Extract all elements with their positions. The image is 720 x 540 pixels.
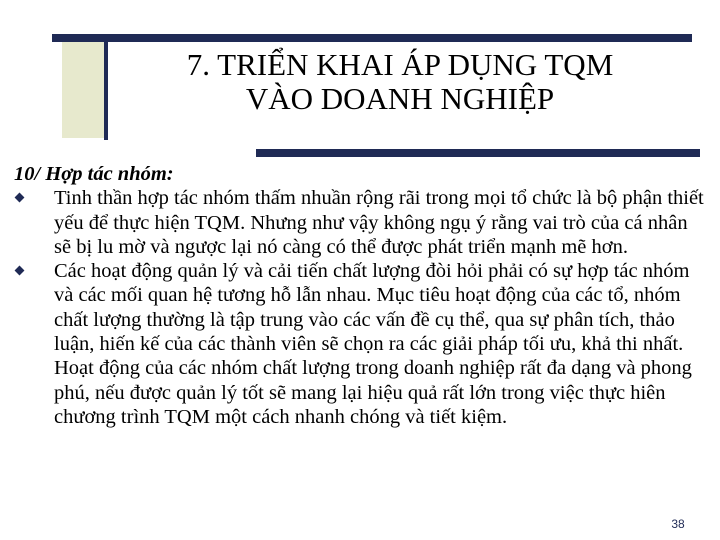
bullet-item xyxy=(14,259,704,429)
diamond-bullet-icon xyxy=(15,193,25,203)
page-number: 38 xyxy=(671,517,685,531)
title-accent-box xyxy=(62,36,106,138)
title-left-rule xyxy=(104,34,108,140)
bullet-item xyxy=(14,186,704,259)
bullet-text: Các hoạt động quản lý và cải tiến chất lượng đòi hỏi phải có sự hợp tác nhóm và các mối quan hệ tương hỗ lẫn nhau. Mục tiêu hoạt động của các tổ, nhóm chất lượng thường là tập trung vào các vấn đề cụ thể, qua sự phân tích, thảo luận, hiến kế của các thành viên sẽ chọn ra các giải pháp tối ưu, khả thi nhất. Hoạt động của các nhóm chất lượng trong doanh nghiệp rất đa dạng và phong phú, nếu được quản lý tốt sẽ mang lại hiệu quả rất lớn trong việc thực hiên chương trình TQM một cách nhanh chóng và tiết kiệm. xyxy=(54,260,692,428)
title-top-rule xyxy=(52,34,692,42)
slide-title-line2: VÀO DOANH NGHIỆP xyxy=(245,81,555,116)
slide-title-line1: 7. TRIỂN KHAI ÁP DỤNG TQM xyxy=(186,47,614,82)
title-bottom-rule xyxy=(256,149,700,157)
bullet-text: Tinh thần hợp tác nhóm thấm nhuần rộng rãi trong mọi tổ chức là bộ phận thiết yếu để thực hiện TQM. Nhưng như vậy không ngụ ý rằng vai trò của cá nhân sẽ bị lu mờ và ngược lại nó càng có thể được phát triển mạnh mẽ hơn. xyxy=(54,187,704,258)
slide-title xyxy=(110,48,690,116)
section-heading: 10/ Hợp tác nhóm: xyxy=(14,163,174,185)
slide-body xyxy=(14,162,704,429)
diamond-bullet-icon xyxy=(15,266,25,276)
